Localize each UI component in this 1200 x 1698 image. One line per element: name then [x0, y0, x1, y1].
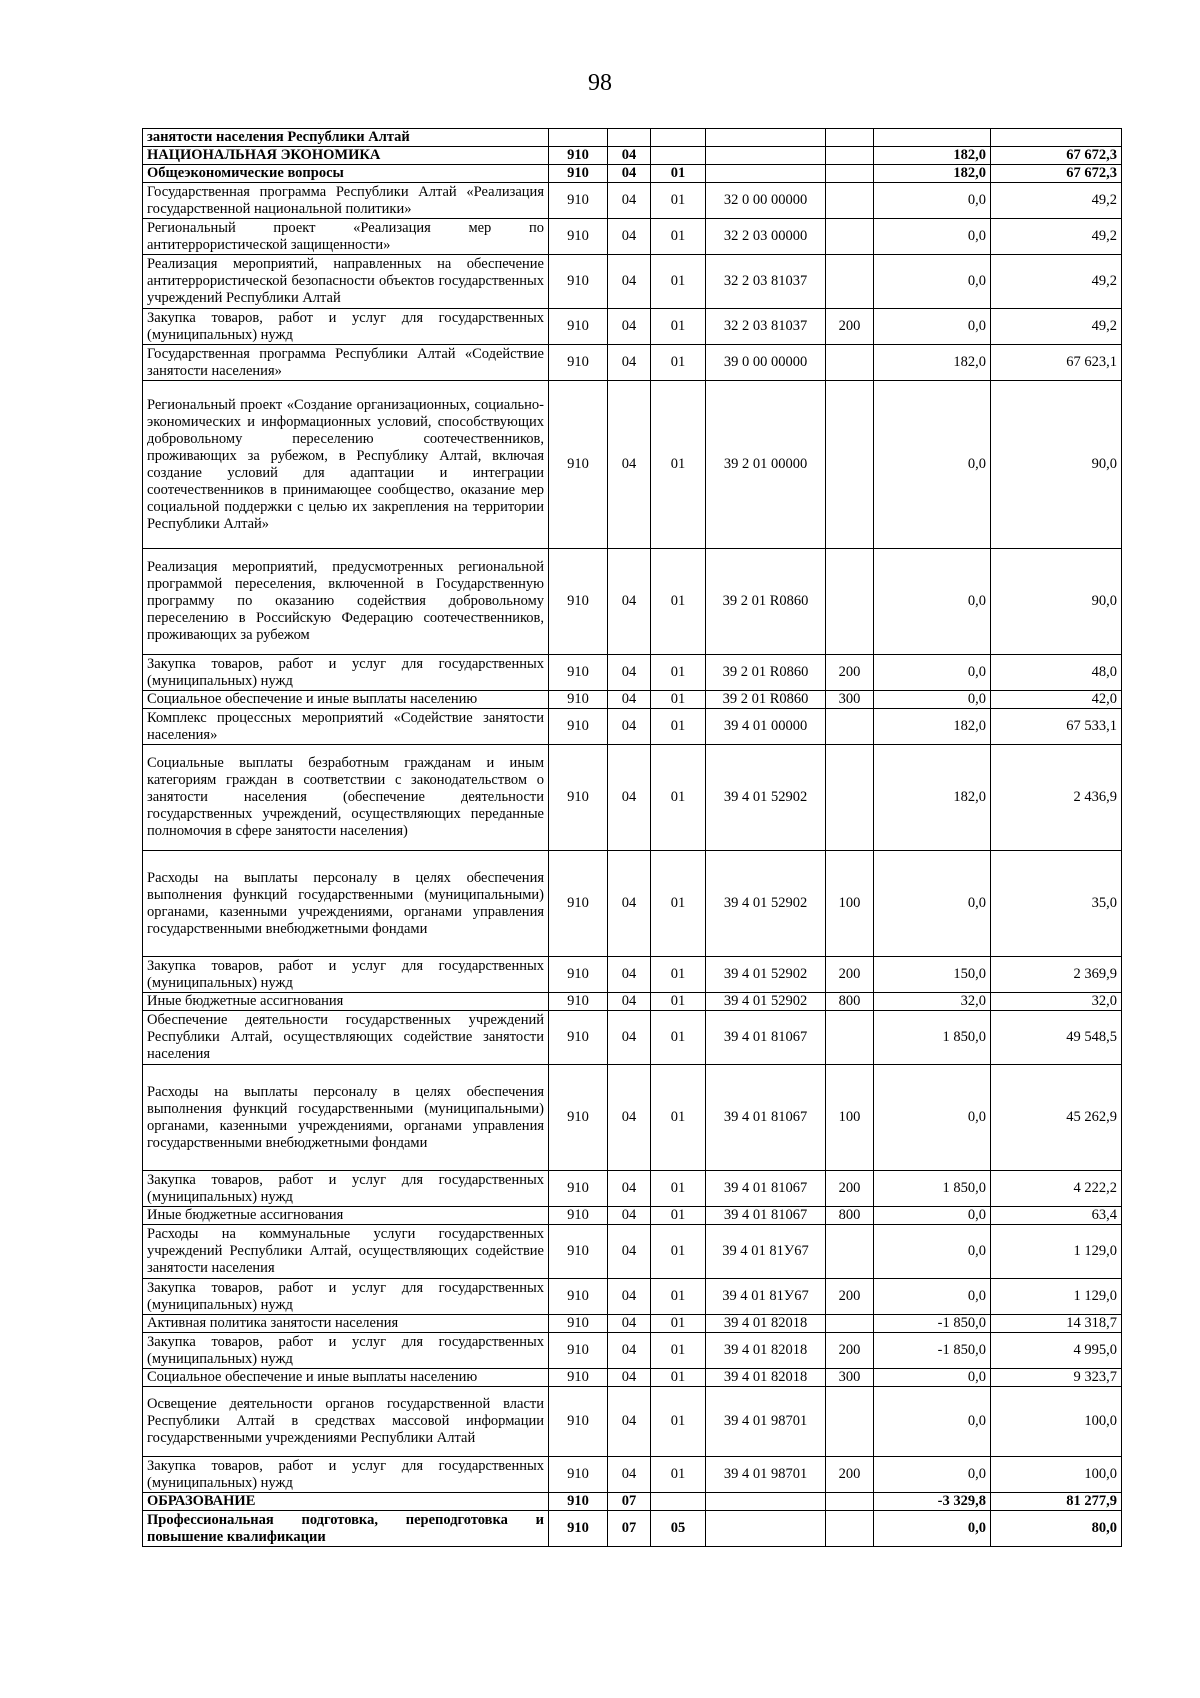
row-expense-type — [826, 709, 874, 745]
row-grbs-code: 910 — [549, 219, 608, 255]
row-target-article: 39 4 01 52902 — [706, 745, 826, 851]
row-section-code: 04 — [608, 255, 651, 309]
table-row — [143, 129, 1122, 147]
row-expense-type — [826, 219, 874, 255]
row-grbs-code: 910 — [549, 957, 608, 993]
row-change-amount: 182,0 — [874, 147, 991, 165]
row-change-amount: 0,0 — [874, 1369, 991, 1387]
row-grbs-code: 910 — [549, 1333, 608, 1369]
row-grbs-code: 910 — [549, 709, 608, 745]
row-section-code: 04 — [608, 147, 651, 165]
row-target-article: 39 4 01 82018 — [706, 1333, 826, 1369]
page-number: 98 — [588, 70, 612, 96]
row-subsection-code: 01 — [651, 1171, 706, 1207]
row-grbs-code: 910 — [549, 1207, 608, 1225]
row-subsection-code: 01 — [651, 1333, 706, 1369]
row-total-amount: 48,0 — [991, 655, 1122, 691]
row-expense-type — [826, 183, 874, 219]
row-name: Освещение деятельности органов государственной власти Республики Алтай в средствах массовой информации государственными учреждениями Республики Алтай — [143, 1387, 549, 1457]
row-expense-type: 200 — [826, 309, 874, 345]
row-section-code: 04 — [608, 1333, 651, 1369]
row-target-article — [706, 129, 826, 147]
row-grbs-code: 910 — [549, 1315, 608, 1333]
row-grbs-code: 910 — [549, 1011, 608, 1065]
row-total-amount: 4 995,0 — [991, 1333, 1122, 1369]
row-total-amount: 81 277,9 — [991, 1493, 1122, 1511]
row-section-code: 04 — [608, 1315, 651, 1333]
row-target-article: 39 4 01 98701 — [706, 1387, 826, 1457]
row-grbs-code: 910 — [549, 1369, 608, 1387]
row-change-amount: 0,0 — [874, 219, 991, 255]
row-section-code: 04 — [608, 1279, 651, 1315]
table-row — [143, 183, 1122, 219]
row-change-amount: 32,0 — [874, 993, 991, 1011]
row-change-amount: 0,0 — [874, 691, 991, 709]
row-change-amount: 0,0 — [874, 1511, 991, 1547]
row-section-code: 04 — [608, 1011, 651, 1065]
row-target-article: 39 4 01 00000 — [706, 709, 826, 745]
row-total-amount: 49,2 — [991, 219, 1122, 255]
row-target-article: 39 4 01 82018 — [706, 1369, 826, 1387]
row-target-article: 39 2 01 R0860 — [706, 549, 826, 655]
row-section-code: 04 — [608, 709, 651, 745]
row-subsection-code: 01 — [651, 1457, 706, 1493]
row-name: Государственная программа Республики Алтай «Содействие занятости населения» — [143, 345, 549, 381]
row-name: Социальное обеспечение и иные выплаты населению — [143, 1369, 549, 1387]
row-expense-type — [826, 1315, 874, 1333]
row-section-code: 04 — [608, 345, 651, 381]
row-subsection-code: 01 — [651, 345, 706, 381]
row-subsection-code: 01 — [651, 1207, 706, 1225]
row-name: Закупка товаров, работ и услуг для государственных (муниципальных) нужд — [143, 309, 549, 345]
row-total-amount: 2 369,9 — [991, 957, 1122, 993]
row-name: Социальное обеспечение и иные выплаты населению — [143, 691, 549, 709]
row-grbs-code: 910 — [549, 745, 608, 851]
row-expense-type — [826, 147, 874, 165]
row-target-article: 39 4 01 81У67 — [706, 1225, 826, 1279]
row-subsection-code: 05 — [651, 1511, 706, 1547]
row-section-code: 04 — [608, 549, 651, 655]
row-grbs-code — [549, 129, 608, 147]
row-total-amount: 67 533,1 — [991, 709, 1122, 745]
row-subsection-code: 01 — [651, 1225, 706, 1279]
row-target-article: 39 4 01 81067 — [706, 1207, 826, 1225]
row-target-article: 32 2 03 81037 — [706, 309, 826, 345]
row-expense-type: 200 — [826, 655, 874, 691]
row-change-amount: 182,0 — [874, 345, 991, 381]
row-change-amount: 0,0 — [874, 1387, 991, 1457]
row-section-code: 04 — [608, 1225, 651, 1279]
row-grbs-code: 910 — [549, 1279, 608, 1315]
row-grbs-code: 910 — [549, 255, 608, 309]
row-subsection-code: 01 — [651, 549, 706, 655]
row-subsection-code: 01 — [651, 1315, 706, 1333]
row-subsection-code: 01 — [651, 691, 706, 709]
row-target-article: 39 4 01 52902 — [706, 993, 826, 1011]
row-total-amount: 67 672,3 — [991, 147, 1122, 165]
table-row — [143, 1493, 1122, 1511]
row-section-code: 04 — [608, 957, 651, 993]
row-expense-type — [826, 381, 874, 549]
table-row — [143, 255, 1122, 309]
row-total-amount: 32,0 — [991, 993, 1122, 1011]
row-change-amount: 0,0 — [874, 1207, 991, 1225]
row-subsection-code: 01 — [651, 851, 706, 957]
row-expense-type: 200 — [826, 1333, 874, 1369]
row-expense-type: 800 — [826, 993, 874, 1011]
row-grbs-code: 910 — [549, 851, 608, 957]
row-expense-type — [826, 1011, 874, 1065]
row-section-code: 04 — [608, 691, 651, 709]
row-subsection-code: 01 — [651, 1065, 706, 1171]
row-total-amount: 63,4 — [991, 1207, 1122, 1225]
row-target-article: 39 4 01 81У67 — [706, 1279, 826, 1315]
table-row — [143, 219, 1122, 255]
row-total-amount: 49,2 — [991, 255, 1122, 309]
row-name: Комплекс процессных мероприятий «Содействие занятости населения» — [143, 709, 549, 745]
table-row — [143, 147, 1122, 165]
table-row — [143, 655, 1122, 691]
row-grbs-code: 910 — [549, 993, 608, 1011]
row-expense-type — [826, 255, 874, 309]
row-subsection-code: 01 — [651, 993, 706, 1011]
row-name: НАЦИОНАЛЬНАЯ ЭКОНОМИКА — [143, 147, 549, 165]
row-total-amount: 14 318,7 — [991, 1315, 1122, 1333]
row-section-code: 07 — [608, 1493, 651, 1511]
row-section-code: 04 — [608, 1171, 651, 1207]
table-row — [143, 345, 1122, 381]
row-subsection-code: 01 — [651, 1387, 706, 1457]
row-target-article — [706, 147, 826, 165]
row-subsection-code: 01 — [651, 745, 706, 851]
row-target-article: 39 4 01 81067 — [706, 1011, 826, 1065]
row-expense-type: 100 — [826, 851, 874, 957]
row-expense-type: 200 — [826, 1457, 874, 1493]
row-name: Расходы на выплаты персоналу в целях обеспечения выполнения функций государственными (муниципальными) органами, казенными учреждениями, органами управления государственными внебюджетными фондами — [143, 851, 549, 957]
row-name: ОБРАЗОВАНИЕ — [143, 1493, 549, 1511]
row-total-amount: 42,0 — [991, 691, 1122, 709]
row-subsection-code: 01 — [651, 1369, 706, 1387]
row-change-amount: 0,0 — [874, 183, 991, 219]
row-subsection-code: 01 — [651, 165, 706, 183]
row-name: Закупка товаров, работ и услуг для государственных (муниципальных) нужд — [143, 1279, 549, 1315]
row-change-amount: 150,0 — [874, 957, 991, 993]
row-total-amount: 9 323,7 — [991, 1369, 1122, 1387]
row-total-amount: 45 262,9 — [991, 1065, 1122, 1171]
row-change-amount: -1 850,0 — [874, 1315, 991, 1333]
row-change-amount: -1 850,0 — [874, 1333, 991, 1369]
table-row — [143, 1333, 1122, 1369]
table-row — [143, 549, 1122, 655]
table-row — [143, 1225, 1122, 1279]
row-target-article: 39 4 01 52902 — [706, 851, 826, 957]
row-total-amount — [991, 129, 1122, 147]
row-total-amount: 35,0 — [991, 851, 1122, 957]
row-subsection-code: 01 — [651, 309, 706, 345]
row-name: Иные бюджетные ассигнования — [143, 993, 549, 1011]
row-name: Закупка товаров, работ и услуг для государственных (муниципальных) нужд — [143, 1457, 549, 1493]
row-total-amount: 49,2 — [991, 309, 1122, 345]
row-target-article: 32 2 03 81037 — [706, 255, 826, 309]
table-row — [143, 745, 1122, 851]
row-subsection-code — [651, 147, 706, 165]
table-row — [143, 851, 1122, 957]
row-expense-type — [826, 1225, 874, 1279]
row-target-article: 39 4 01 52902 — [706, 957, 826, 993]
row-section-code: 04 — [608, 165, 651, 183]
row-grbs-code: 910 — [549, 165, 608, 183]
row-name: Закупка товаров, работ и услуг для государственных (муниципальных) нужд — [143, 655, 549, 691]
row-name: Активная политика занятости населения — [143, 1315, 549, 1333]
row-name: Закупка товаров, работ и услуг для государственных (муниципальных) нужд — [143, 1171, 549, 1207]
row-section-code: 04 — [608, 183, 651, 219]
table-row — [143, 1369, 1122, 1387]
row-section-code: 04 — [608, 1207, 651, 1225]
row-total-amount: 67 672,3 — [991, 165, 1122, 183]
row-subsection-code: 01 — [651, 1279, 706, 1315]
table-row — [143, 1457, 1122, 1493]
row-expense-type: 200 — [826, 1279, 874, 1315]
row-total-amount: 100,0 — [991, 1457, 1122, 1493]
row-change-amount: 1 850,0 — [874, 1171, 991, 1207]
row-subsection-code — [651, 1493, 706, 1511]
row-total-amount: 1 129,0 — [991, 1279, 1122, 1315]
row-grbs-code: 910 — [549, 1493, 608, 1511]
row-grbs-code: 910 — [549, 309, 608, 345]
row-change-amount: 182,0 — [874, 165, 991, 183]
row-expense-type: 100 — [826, 1065, 874, 1171]
row-grbs-code: 910 — [549, 1511, 608, 1547]
row-change-amount: 0,0 — [874, 851, 991, 957]
row-name: Региональный проект «Реализация мер по антитеррористической защищенности» — [143, 219, 549, 255]
row-section-code: 04 — [608, 309, 651, 345]
row-expense-type — [826, 165, 874, 183]
row-expense-type: 800 — [826, 1207, 874, 1225]
row-target-article — [706, 165, 826, 183]
row-total-amount: 100,0 — [991, 1387, 1122, 1457]
row-expense-type — [826, 129, 874, 147]
table-row — [143, 993, 1122, 1011]
table-row — [143, 1279, 1122, 1315]
row-change-amount: 0,0 — [874, 1065, 991, 1171]
row-subsection-code: 01 — [651, 183, 706, 219]
row-target-article: 39 2 01 R0860 — [706, 655, 826, 691]
row-change-amount: 0,0 — [874, 309, 991, 345]
row-change-amount: 0,0 — [874, 1225, 991, 1279]
row-name: Государственная программа Республики Алтай «Реализация государственной национальной политики» — [143, 183, 549, 219]
row-target-article: 39 2 01 R0860 — [706, 691, 826, 709]
row-total-amount: 2 436,9 — [991, 745, 1122, 851]
row-grbs-code: 910 — [549, 1387, 608, 1457]
row-name: Общеэкономические вопросы — [143, 165, 549, 183]
row-subsection-code: 01 — [651, 381, 706, 549]
row-grbs-code: 910 — [549, 655, 608, 691]
row-section-code: 04 — [608, 1457, 651, 1493]
table-row — [143, 381, 1122, 549]
row-target-article: 39 4 01 98701 — [706, 1457, 826, 1493]
row-name: Иные бюджетные ассигнования — [143, 1207, 549, 1225]
row-section-code: 04 — [608, 1387, 651, 1457]
row-section-code: 04 — [608, 851, 651, 957]
row-expense-type: 300 — [826, 691, 874, 709]
row-name: Реализация мероприятий, направленных на обеспечение антитеррористической безопасности объектов государственных учреждений Республики Алтай — [143, 255, 549, 309]
table-row — [143, 957, 1122, 993]
row-name: Расходы на коммунальные услуги государственных учреждений Республики Алтай, осуществляющих содействие занятости населения — [143, 1225, 549, 1279]
row-section-code — [608, 129, 651, 147]
row-subsection-code: 01 — [651, 219, 706, 255]
table-row — [143, 165, 1122, 183]
row-name: Социальные выплаты безработным гражданам и иным категориям граждан в соответствии с законодательством о занятости населения (обеспечение деятельности государственных учреждений, осуществляющих переданные полномочия в сфере занятости населения) — [143, 745, 549, 851]
table-body — [143, 129, 1122, 1547]
row-change-amount — [874, 129, 991, 147]
table-row — [143, 1065, 1122, 1171]
table-row — [143, 309, 1122, 345]
row-target-article: 39 4 01 81067 — [706, 1171, 826, 1207]
row-expense-type — [826, 345, 874, 381]
row-expense-type: 200 — [826, 957, 874, 993]
row-expense-type: 300 — [826, 1369, 874, 1387]
row-change-amount: 0,0 — [874, 549, 991, 655]
row-grbs-code: 910 — [549, 345, 608, 381]
row-grbs-code: 910 — [549, 183, 608, 219]
row-section-code: 04 — [608, 1065, 651, 1171]
row-change-amount: 182,0 — [874, 709, 991, 745]
table-row — [143, 1207, 1122, 1225]
row-section-code: 04 — [608, 745, 651, 851]
row-target-article — [706, 1511, 826, 1547]
table-row — [143, 1387, 1122, 1457]
row-change-amount: 1 850,0 — [874, 1011, 991, 1065]
row-total-amount: 4 222,2 — [991, 1171, 1122, 1207]
row-section-code: 07 — [608, 1511, 651, 1547]
row-subsection-code — [651, 129, 706, 147]
row-grbs-code: 910 — [549, 549, 608, 655]
row-change-amount: 0,0 — [874, 1457, 991, 1493]
row-total-amount: 49 548,5 — [991, 1011, 1122, 1065]
row-section-code: 04 — [608, 655, 651, 691]
row-grbs-code: 910 — [549, 1065, 608, 1171]
row-name: Закупка товаров, работ и услуг для государственных (муниципальных) нужд — [143, 957, 549, 993]
row-grbs-code: 910 — [549, 691, 608, 709]
row-expense-type — [826, 745, 874, 851]
row-target-article: 39 0 00 00000 — [706, 345, 826, 381]
row-total-amount: 90,0 — [991, 549, 1122, 655]
row-target-article: 39 4 01 82018 — [706, 1315, 826, 1333]
row-subsection-code: 01 — [651, 655, 706, 691]
row-grbs-code: 910 — [549, 1225, 608, 1279]
row-total-amount: 90,0 — [991, 381, 1122, 549]
row-change-amount: 0,0 — [874, 381, 991, 549]
row-expense-type: 200 — [826, 1171, 874, 1207]
table-row — [143, 691, 1122, 709]
table-row — [143, 1511, 1122, 1547]
row-name: Обеспечение деятельности государственных учреждений Республики Алтай, осуществляющих содействие занятости населения — [143, 1011, 549, 1065]
row-expense-type — [826, 549, 874, 655]
row-subsection-code: 01 — [651, 957, 706, 993]
row-grbs-code: 910 — [549, 147, 608, 165]
row-subsection-code: 01 — [651, 255, 706, 309]
row-name: Региональный проект «Создание организационных, социально-экономических и информационных условий, способствующих добровольному переселению соотечественников, проживающих за рубежом, в Республику Алтай, включая создание условий для адаптации и интеграции соотечественников в принимающее сообщество, оказание мер социальной поддержки с целью их закрепления на территории Республики Алтай» — [143, 381, 549, 549]
row-change-amount: 0,0 — [874, 1279, 991, 1315]
row-grbs-code: 910 — [549, 381, 608, 549]
row-name: Реализация мероприятий, предусмотренных региональной программой переселения, включенной в Государственную программу по оказанию содействия добровольному переселению в Российскую Федерацию соотечественников, проживающих за рубежом — [143, 549, 549, 655]
row-total-amount: 1 129,0 — [991, 1225, 1122, 1279]
row-change-amount: -3 329,8 — [874, 1493, 991, 1511]
row-total-amount: 49,2 — [991, 183, 1122, 219]
row-grbs-code: 910 — [549, 1171, 608, 1207]
row-subsection-code: 01 — [651, 709, 706, 745]
row-total-amount: 80,0 — [991, 1511, 1122, 1547]
row-change-amount: 182,0 — [874, 745, 991, 851]
table-row — [143, 1171, 1122, 1207]
row-expense-type — [826, 1387, 874, 1457]
row-section-code: 04 — [608, 381, 651, 549]
row-target-article: 39 4 01 81067 — [706, 1065, 826, 1171]
row-section-code: 04 — [608, 219, 651, 255]
row-section-code: 04 — [608, 1369, 651, 1387]
row-target-article: 32 0 00 00000 — [706, 183, 826, 219]
budget-table — [142, 128, 1122, 1547]
row-expense-type — [826, 1493, 874, 1511]
table-row — [143, 1315, 1122, 1333]
table-row — [143, 709, 1122, 745]
row-name: Закупка товаров, работ и услуг для государственных (муниципальных) нужд — [143, 1333, 549, 1369]
row-target-article: 32 2 03 00000 — [706, 219, 826, 255]
row-target-article — [706, 1493, 826, 1511]
row-subsection-code: 01 — [651, 1011, 706, 1065]
row-change-amount: 0,0 — [874, 655, 991, 691]
row-target-article: 39 2 01 00000 — [706, 381, 826, 549]
row-total-amount: 67 623,1 — [991, 345, 1122, 381]
row-grbs-code: 910 — [549, 1457, 608, 1493]
row-name: Расходы на выплаты персоналу в целях обеспечения выполнения функций государственными (муниципальными) органами, казенными учреждениями, органами управления государственными внебюджетными фондами — [143, 1065, 549, 1171]
table-row — [143, 1011, 1122, 1065]
row-name: Профессиональная подготовка, переподготовка и повышение квалификации — [143, 1511, 549, 1547]
row-change-amount: 0,0 — [874, 255, 991, 309]
row-expense-type — [826, 1511, 874, 1547]
row-name: занятости населения Республики Алтай — [143, 129, 549, 147]
row-section-code: 04 — [608, 993, 651, 1011]
